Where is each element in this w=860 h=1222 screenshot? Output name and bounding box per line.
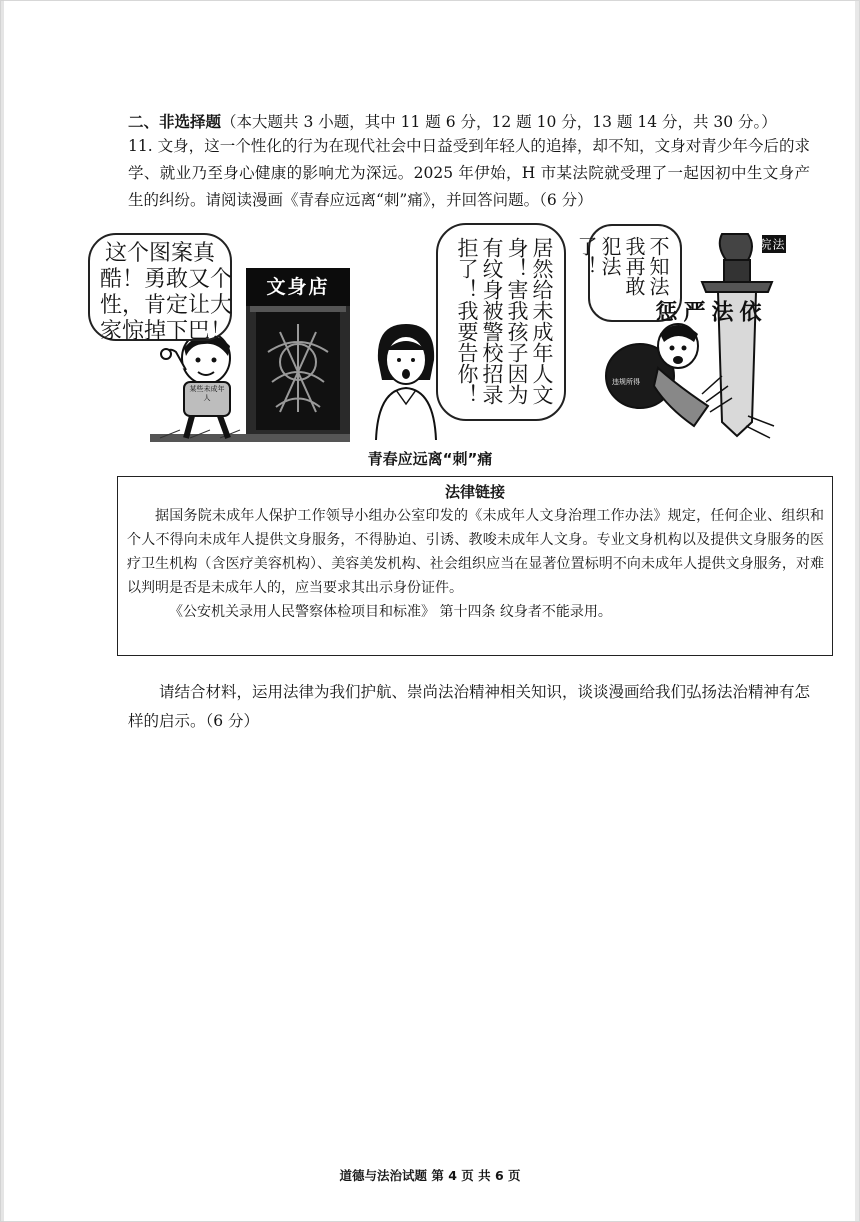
bubble-line-2: 酷！勇敢又个 [100, 267, 233, 292]
money-sack-text: 违规所得 [612, 378, 640, 386]
question-prompt: 请结合材料，运用法律为我们护航、崇尚法治精神相关知识，谈谈漫画给我们弘扬法治精神有怎样的启示。（6 分） [128, 683, 811, 730]
boy-shirt-text: 某些未成年人 [189, 385, 225, 402]
law-paragraph-2: 《公安机关录用人民警察体检项目和标准》 第十四条 纹身者不能录用。 [169, 604, 612, 620]
sword-inscription: 依法严惩 [652, 300, 761, 322]
bubble-line-1: 这个图案真 [104, 241, 215, 266]
scan-edge-right [855, 0, 860, 1222]
court-label: 法院 [762, 235, 786, 253]
scan-edge-left [0, 0, 4, 1222]
speech-bubble-boy [88, 233, 233, 344]
comic-caption: 青春应远离“刺”痛 [367, 450, 493, 468]
mother-character [368, 320, 444, 440]
law-link-title: 法律链接 [444, 483, 505, 501]
law-paragraph-1: 据国务院未成年人保护工作领导小组办公室印发的《未成年人文身治理工作办法》规定，任何企业、组织和个人不得向未成年人提供文身服务，不得胁迫、引诱、教唆未成年人文身。专业文身机构以及提供文身服务的医疗卫生机构（含医疗美容机构）、美容美发机构、社会组织应当在显著位置标明不向未成年人提供文身服务，对难以判明是否是未成年人的，应当要求其出示身份证件。 [127, 508, 824, 596]
law-link-body [127, 504, 824, 624]
speech-bubble-mother: 居然给未成年人文身！害我孩子因为有纹身被警校招录拒了！我要告你！ [436, 223, 566, 421]
bubble-line-3: 性，肯定让大 [100, 293, 233, 318]
section-note: （本大题共 3 小题，其中 11 题 6 分，12 题 10 分，13 题 14 分，共 30 分。） [221, 113, 777, 131]
tattoo-shop-sign: 文身店 [246, 268, 350, 306]
section-label: 二、非选择题 [128, 112, 222, 131]
bubble-line-4: 家惊掉下巴！ [100, 319, 233, 344]
speech-bubble-offender: 不知法我再敢犯法了！ [588, 224, 682, 322]
section-heading [128, 111, 777, 133]
page-footer: 道德与法治试题 第 4 页 共 6 页 [339, 1168, 521, 1183]
law-link-box [117, 476, 833, 656]
question-11-text: 11. 文身，这一个性化的行为在现代社会中日益受到年轻人的追捧，却不知，文身对青少年今后的求学、就业乃至身心健康的影响尤为深远。2025 年伊始，H 市某法院就受理了一起因初中生文身产生的纠纷。请阅读漫画《青春应远离“刺”痛》，并回答问题。（6 分） [128, 137, 810, 209]
